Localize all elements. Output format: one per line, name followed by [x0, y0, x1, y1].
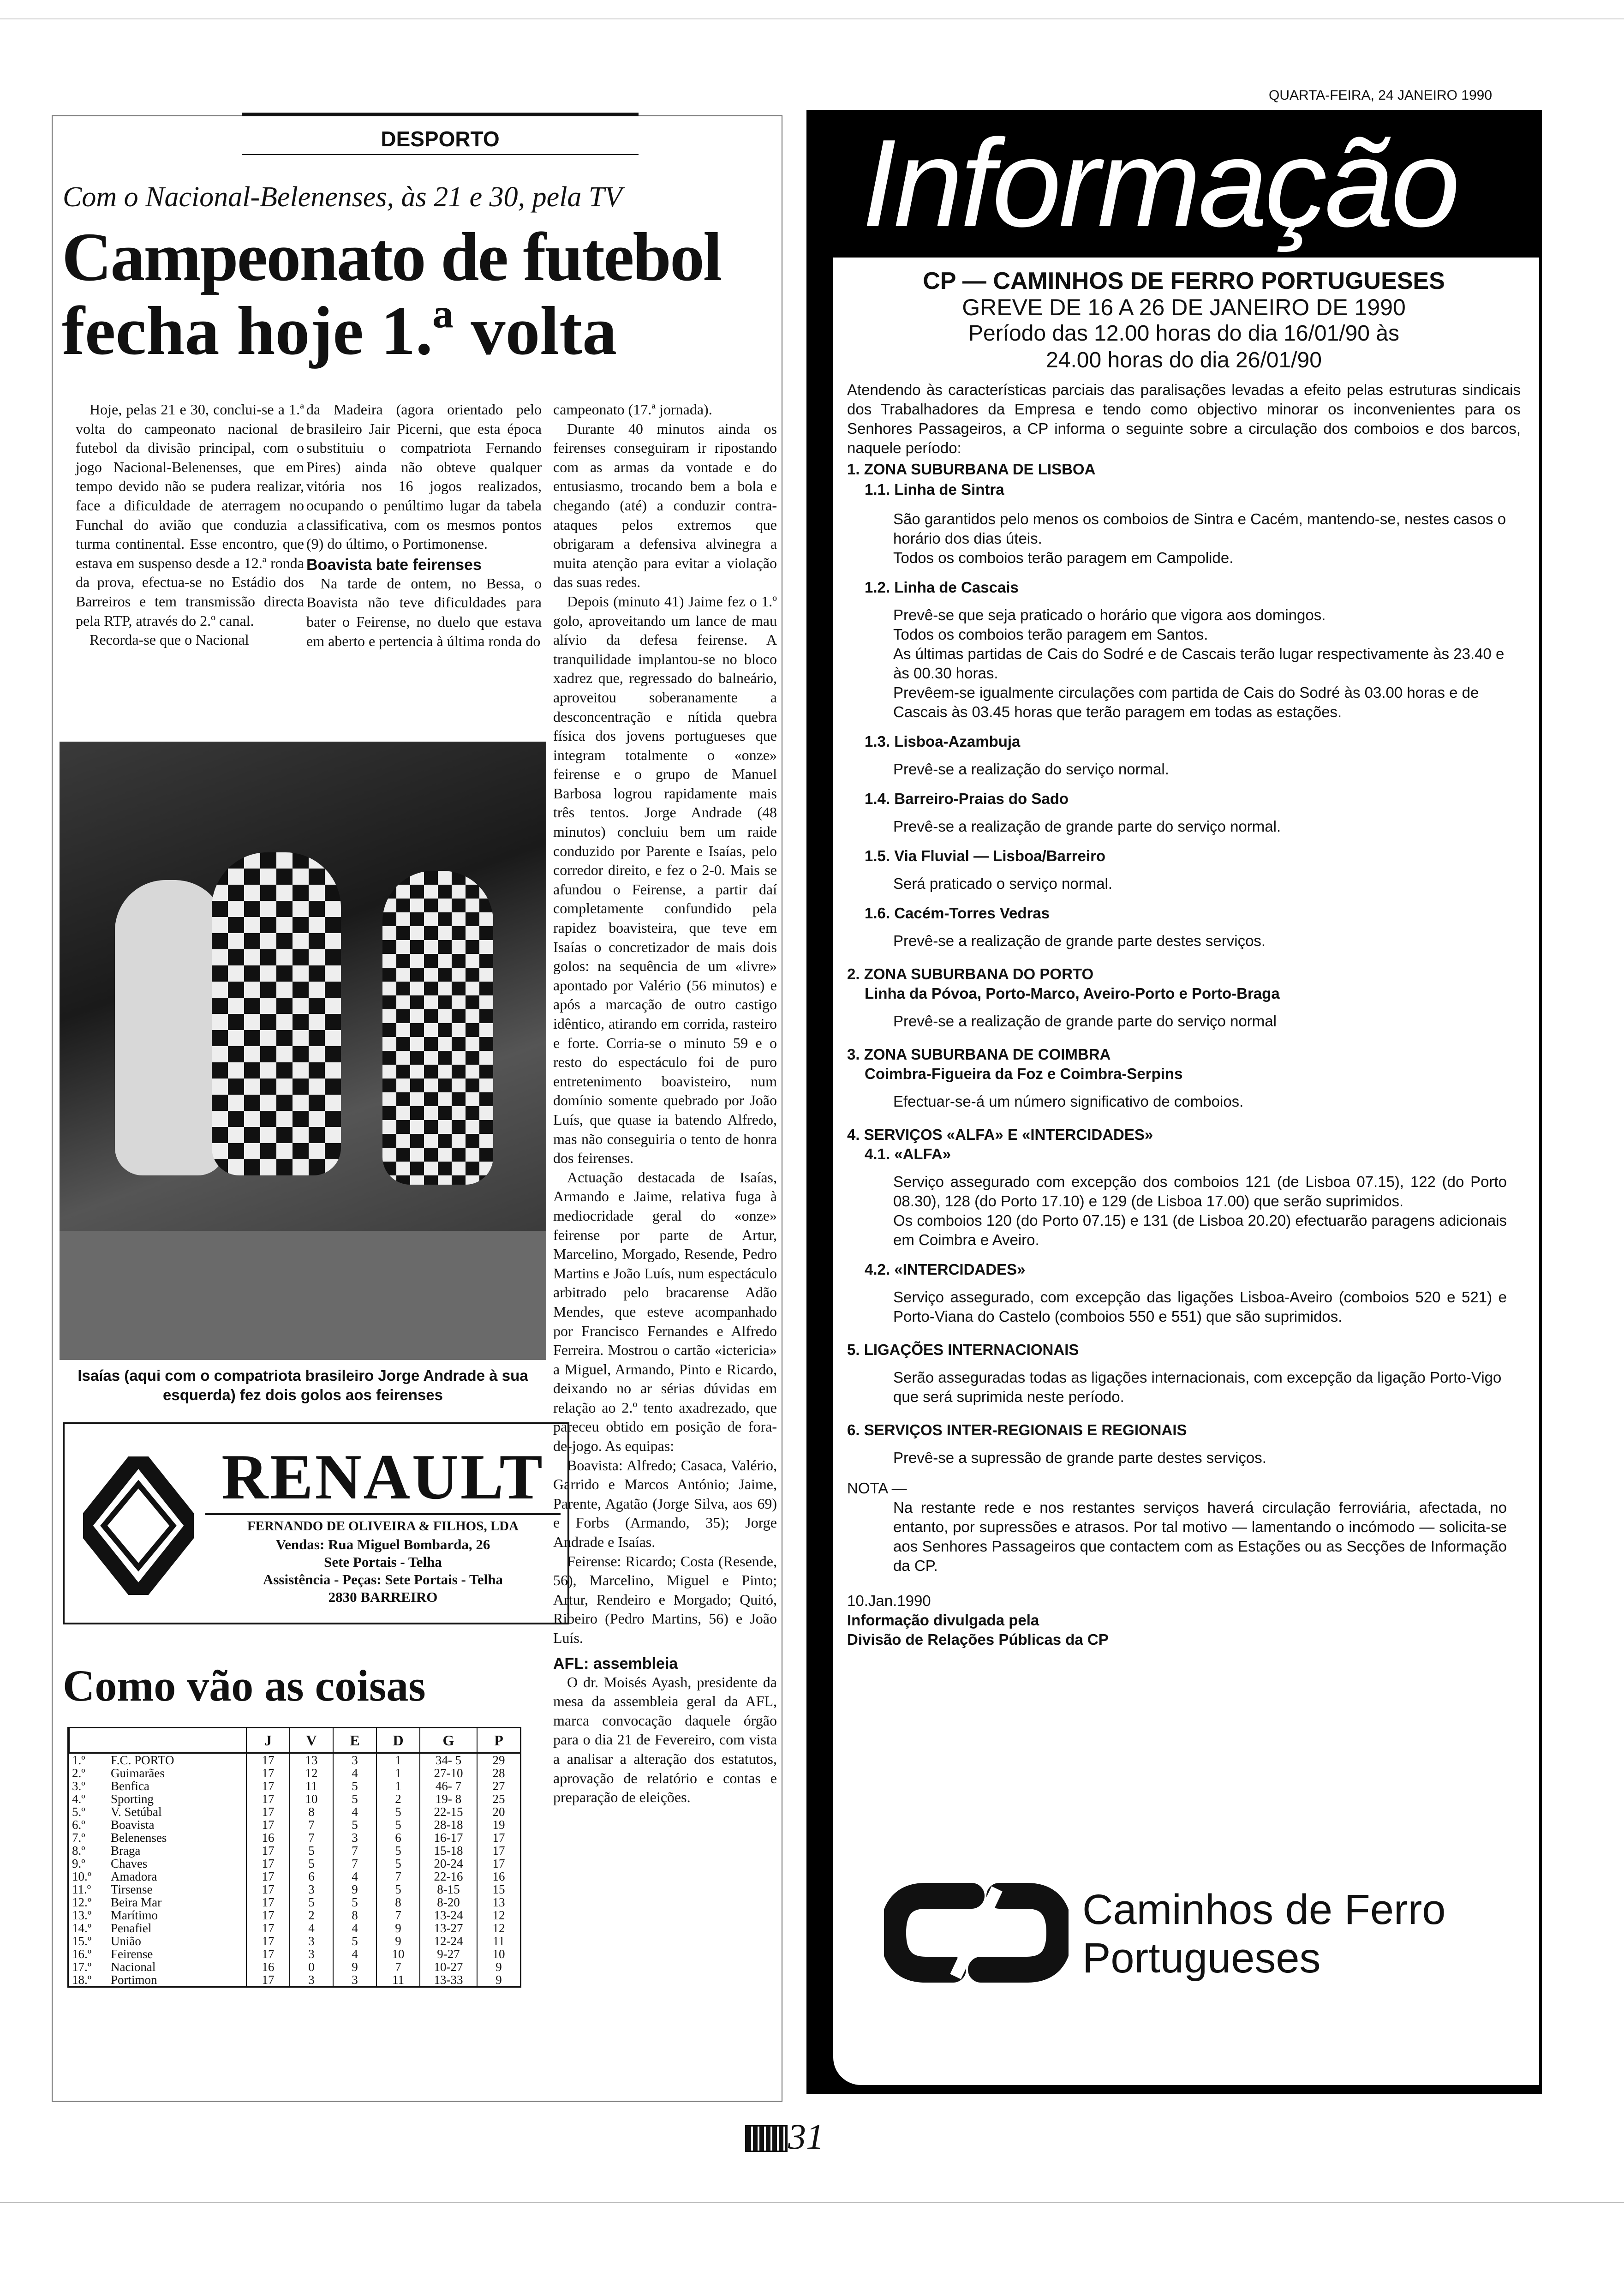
stat-cell: 3: [290, 1947, 333, 1960]
position-cell: 18.º: [72, 1973, 92, 1987]
paragraph: Na tarde de ontem, no Bessa, o Boavista não teve dificuldades para bater o Feirense, no duelo que estava em aberto e pertencia à última ronda do: [306, 575, 542, 649]
intro-text: Atendendo às características parciais das paralisações levadas a efeito pelas estruturas sindicais dos Trabalhadores da Empresa e tendo como objectivo minorar os inconvenientes para os Senhores Passageiros, a CP informa o seguinte sobre a circulação dos comboios e dos barcos, naquele período:: [847, 381, 1521, 456]
position-cell: 12.º: [72, 1895, 92, 1909]
section-label: DESPORTO: [381, 127, 500, 151]
subsection-heading: 1.2. Linha de Cascais: [865, 579, 1019, 596]
stat-cell: 17: [477, 1831, 520, 1844]
period-line: 24.00 horas do dia 26/01/90: [1046, 348, 1322, 372]
stat-cell: 5: [376, 1805, 420, 1818]
stat-cell: 7: [290, 1831, 333, 1844]
note-text: Na restante rede e nos restantes serviços haverá circulação ferroviária, afectada, no entanto, por supressões e atrasos. Por tal motivo — lamentando o incómodo — solicita-se aos Senhores Passageiros que contactem com as Estações ou as Secções de Informação da CP.: [893, 1499, 1507, 1574]
notice-paragraph: Serviço assegurado, com excepção das ligações Lisboa-Aveiro (comboios 520 e 521) e Porto-Viana do Castelo (comboios 550 e 551) que são suprimidos.: [893, 1288, 1507, 1325]
stat-cell: 15-18: [420, 1844, 477, 1857]
stat-cell: 8: [376, 1896, 420, 1909]
notice-footer: Divisão de Relações Públicas da CP: [847, 1631, 1109, 1648]
team-cell: Penafiel: [110, 1921, 152, 1935]
stat-cell: 7: [333, 1844, 376, 1857]
notice-paragraph: Serviço assegurado com excepção dos comboios 121 (de Lisboa 07.15), 122 (do Porto 08.30), 128 (do Porto 17.10) e 129 (de Lisboa 17.00) que serão suprimidos.: [893, 1173, 1507, 1210]
team-cell: Braga: [110, 1844, 141, 1858]
team-cell: Nacional: [110, 1960, 156, 1974]
table-row: [69, 1896, 520, 1909]
paragraph: Actuação destacada de Isaías, Armando e Jaime, relativa fuga à mediocridade geral do «onze» feirense por parte de Artur, Marcelino, Morgado, Resende, Pedro Martins e João Luís, num espectáculo arbitrado pelo bracarense Adão Mendes, que esteve acompanhado por Francisco Fernandes e Alfredo Ferreira. Mostrou o cartão «ictericia» a Miguel, Armando, Pinto e Ricardo, deixando no ar sérias dúvidas em relação ao 2.º tento axadrezado, que pareceu obtido em posição de fora-de-jogo. As equipas:: [553, 1168, 777, 1455]
standings-table: [69, 1728, 520, 1986]
cp-notice: [806, 110, 1542, 2094]
stat-cell: 17: [246, 1870, 290, 1883]
stat-cell: 4: [333, 1767, 376, 1780]
notice-paragraph: Será praticado o serviço normal.: [893, 875, 1113, 892]
subheading: AFL: assembleia: [553, 1654, 678, 1672]
team-cell: Benfica: [110, 1779, 149, 1793]
ad-divider: [205, 1513, 561, 1515]
position-cell: 5.º: [72, 1805, 85, 1819]
page-number: 31: [788, 2116, 824, 2157]
stat-cell: 28-18: [420, 1818, 477, 1831]
subheading: Boavista bate feirenses: [306, 556, 482, 574]
stat-cell: 9-27: [420, 1947, 477, 1960]
stat-cell: 11: [290, 1780, 333, 1792]
table-row: [69, 1831, 520, 1844]
article-column-1: [76, 400, 304, 650]
stat-cell: 8-15: [420, 1883, 477, 1896]
stat-cell: 16: [246, 1960, 290, 1973]
header-e: E: [333, 1728, 376, 1753]
company-heading: CP — CAMINHOS DE FERRO PORTUGUESES: [923, 268, 1445, 294]
stat-cell: 10: [477, 1947, 520, 1960]
stat-cell: 9: [376, 1935, 420, 1947]
subsection-heading: Coimbra-Figueira da Foz e Coimbra-Serpins: [865, 1065, 1183, 1082]
article-column-2: [306, 400, 542, 651]
section-bar: [242, 113, 639, 116]
paragraph: O dr. Moisés Ayash, presidente da mesa da assembleia geral da AFL, marca convocação daquele órgão para o dia 21 de Fevereiro, com vista a analisar a alteração dos estatutos, aprovação de relatório e contas e preparação de eleições.: [553, 1673, 777, 1806]
header-d: D: [376, 1728, 420, 1753]
match-photo: [60, 742, 546, 1360]
stat-cell: 34- 5: [420, 1753, 477, 1767]
notice-paragraph: Prevê-se a realização do serviço normal.: [893, 761, 1169, 778]
section-heading: 3. ZONA SUBURBANA DE COIMBRA: [847, 1046, 1111, 1063]
stat-cell: 13: [290, 1753, 333, 1767]
stat-cell: 3: [333, 1831, 376, 1844]
stat-cell: 20: [477, 1805, 520, 1818]
stat-cell: 17: [246, 1792, 290, 1805]
paragraph: Durante 40 minutos ainda os feirenses conseguiram ir ripostando com as armas da vontade e do entusiasmo, trocando bem a bola e chegando (até) a conduzir contra-ataques pelos extremos que obrigaram a defensiva alvinegra a muita atenção para evitar a violação das suas redes.: [553, 420, 777, 591]
position-cell: 13.º: [72, 1908, 92, 1922]
stat-cell: 17: [246, 1883, 290, 1896]
page-bottom-rule: [0, 2202, 1624, 2203]
note-label: NOTA —: [847, 1480, 907, 1497]
stat-cell: 11: [376, 1973, 420, 1986]
stat-cell: 17: [246, 1818, 290, 1831]
team-cell: Beira Mar: [110, 1895, 162, 1909]
stat-cell: 17: [246, 1896, 290, 1909]
stat-cell: 17: [246, 1922, 290, 1935]
renault-brand: RENAULT: [221, 1441, 544, 1513]
stat-cell: 17: [246, 1753, 290, 1767]
notice-paragraph: Todos os comboios terão paragem em Campolide.: [893, 549, 1234, 566]
stat-cell: 12: [477, 1922, 520, 1935]
stat-cell: 17: [246, 1805, 290, 1818]
section-heading: 6. SERVIÇOS INTER-REGIONAIS E REGIONAIS: [847, 1421, 1187, 1438]
team-cell: F.C. PORTO: [110, 1753, 174, 1767]
table-row: [69, 1960, 520, 1973]
stat-cell: 16: [246, 1831, 290, 1844]
article-column-3: [553, 400, 777, 1807]
notice-paragraph: Prevêem-se igualmente circulações com partida de Cais do Sodré às 03.00 horas e de Cascais às 03.45 horas que terão paragem em todas as estações.: [893, 684, 1479, 720]
stat-cell: 13-27: [420, 1922, 477, 1935]
stat-cell: 17: [246, 1909, 290, 1922]
cp-logo-line1: Caminhos de Ferro: [1082, 1886, 1446, 1933]
stat-cell: 13-33: [420, 1973, 477, 1986]
stat-cell: 19: [477, 1818, 520, 1831]
team-cell: V. Setúbal: [110, 1805, 162, 1819]
subsection-heading: 1.1. Linha de Sintra: [865, 481, 1004, 498]
subsection-heading: 1.5. Via Fluvial — Lisboa/Barreiro: [865, 847, 1106, 864]
stat-cell: 46- 7: [420, 1780, 477, 1792]
section-heading: 1. ZONA SUBURBANA DE LISBOA: [847, 461, 1096, 478]
notice-paragraph: Todos os comboios terão paragem em Santos.: [893, 626, 1208, 643]
table-row: [69, 1780, 520, 1792]
paragraph: Hoje, pelas 21 e 30, conclui-se a 1.ª volta do campeonato nacional de futebol da divisão principal, com o jogo Nacional-Belenenses, que em tempo devido não se pudera realizar, face a dificuldade de aterragem no Funchal do avião que conduzia a turma continental. Esse encontro, que estava em suspenso desde a 12.ª ronda da prova, efectua-se no Estádio dos Barreiros e tem transmissão directa pela RTP, através do 2.º canal.: [76, 401, 304, 629]
stat-cell: 5: [333, 1780, 376, 1792]
stat-cell: 8: [333, 1909, 376, 1922]
stat-cell: 17: [246, 1947, 290, 1960]
publication-logo-icon: [745, 2125, 788, 2152]
stat-cell: 16: [477, 1870, 520, 1883]
stat-cell: 20-24: [420, 1857, 477, 1870]
team-cell: Amadora: [110, 1870, 157, 1883]
table-row: [69, 1805, 520, 1818]
stat-cell: 4: [333, 1870, 376, 1883]
notice-paragraph: Serão asseguradas todas as ligações internacionais, com excepção da ligação Porto-Vigo que será suprimida neste período.: [893, 1369, 1502, 1405]
stat-cell: 5: [333, 1935, 376, 1947]
notice-paragraph: Prevê-se a realização de grande parte do serviço normal.: [893, 818, 1281, 835]
cp-logo-line2: Portugueses: [1082, 1935, 1321, 1982]
stat-cell: 7: [290, 1818, 333, 1831]
position-cell: 11.º: [72, 1882, 91, 1896]
stat-cell: 4: [333, 1947, 376, 1960]
banner-title: Informação: [862, 114, 1457, 253]
stat-cell: 9: [376, 1922, 420, 1935]
team-cell: Tirsense: [110, 1882, 153, 1896]
stat-cell: 12: [477, 1909, 520, 1922]
position-cell: 3.º: [72, 1779, 85, 1793]
stat-cell: 12: [290, 1767, 333, 1780]
stat-cell: 17: [246, 1973, 290, 1986]
stat-cell: 17: [246, 1844, 290, 1857]
dateline: QUARTA-FEIRA, 24 JANEIRO 1990: [1269, 88, 1493, 103]
table-row: [69, 1922, 520, 1935]
stat-cell: 0: [290, 1960, 333, 1973]
notice-body: [833, 258, 1539, 2085]
notice-paragraph: As últimas partidas de Cais do Sodré e de Cascais terão lugar respectivamente às 23.40 e às 00.30 horas.: [893, 645, 1505, 682]
stat-cell: 12-24: [420, 1935, 477, 1947]
table-row: [69, 1947, 520, 1960]
stat-cell: 9: [333, 1960, 376, 1973]
stat-cell: 3: [333, 1753, 376, 1767]
stat-cell: 4: [290, 1922, 333, 1935]
stat-cell: 25: [477, 1792, 520, 1805]
notice-paragraph: Prevê-se a realização de grande parte destes serviços.: [893, 932, 1266, 949]
position-cell: 6.º: [72, 1818, 85, 1832]
notice-text: [847, 268, 1521, 1649]
stat-cell: 10-27: [420, 1960, 477, 1973]
notice-paragraph: Os comboios 120 (do Porto 07.15) e 131 (de Lisboa 20.20) efectuarão paragens adicionais em Coimbra e Aveiro.: [893, 1212, 1507, 1248]
stat-cell: 27-10: [420, 1767, 477, 1780]
table-row: [69, 1767, 520, 1780]
stat-cell: 22-15: [420, 1805, 477, 1818]
standings-title: Como vão as coisas: [63, 1661, 426, 1710]
header-team: [69, 1728, 246, 1753]
stat-cell: 5: [376, 1857, 420, 1870]
team-cell: Boavista: [110, 1818, 155, 1832]
subsection-heading: 1.6. Cacém-Torres Vedras: [865, 905, 1050, 922]
paragraph: Depois (minuto 41) Jaime fez o 1.º golo, aproveitando um lance de mau alívio da defesa feirense. A tranquilidade implantou-se no bloco xadrez que, regressado do balneário, aproveitou soberanamente a desconcentração e nítida quebra física dos jovens portugueses que integram totalmente o «onze» feirense e o grupo de Manuel Barbosa logrou rapidamente mais três tentos. Jorge Andrade (48 minutos) concluiu bem um raide conduzido por Parente e Isaías, pelo corredor direito, e fez o 2-0. Mais se afundou o Feirense, a partir daí completamente confundido pela rapidez boavisteira, que teve em Isaías o concretizador de mais dois golos: na sequência de um «livre» apontado por Valério (56 minutos) e após a marcação de outro castigo idêntico, atirando em corrida, rasteiro e forte. Corria-se o minuto 59 e o resto do espectáculo foi de puro entretenimento boavisteiro, num domínio somente quebrado por João Luís, que quase ia batendo Alfredo, mas não conseguiria o tento de honra dos feirenses.: [553, 593, 777, 1167]
team-cell: Guimarães: [110, 1766, 165, 1780]
table-row: [69, 1844, 520, 1857]
position-cell: 17.º: [72, 1960, 92, 1974]
stat-cell: 3: [290, 1883, 333, 1896]
subsection-heading: 4.1. «ALFA»: [865, 1145, 951, 1162]
stat-cell: 5: [333, 1896, 376, 1909]
stat-cell: 27: [477, 1780, 520, 1792]
photo-caption: Isaías (aqui com o compatriota brasileiro Jorge Andrade à sua esquerda) fez dois golos aos feirenses: [78, 1367, 528, 1403]
position-cell: 2.º: [72, 1766, 85, 1780]
team-cell: União: [110, 1934, 141, 1948]
ad-dealer: FERNANDO DE OLIVEIRA & FILHOS, LDA: [247, 1519, 519, 1534]
paragraph: Recorda-se que o Nacional: [90, 631, 249, 648]
cp-logo-icon: [884, 1882, 1069, 1983]
stat-cell: 9: [333, 1883, 376, 1896]
stat-cell: 7: [376, 1960, 420, 1973]
header-j: J: [246, 1728, 290, 1753]
subsection-heading: 1.4. Barreiro-Praias do Sado: [865, 790, 1069, 807]
stat-cell: 9: [477, 1960, 520, 1973]
stat-cell: 6: [376, 1831, 420, 1844]
team-cell: Sporting: [110, 1792, 154, 1806]
stat-cell: 1: [376, 1753, 420, 1767]
notice-paragraph: São garantidos pelo menos os comboios de Sintra e Cacém, mantendo-se, nestes casos o horário dos dias úteis.: [893, 510, 1506, 547]
header-p: P: [477, 1728, 520, 1753]
section-heading: 5. LIGAÇÕES INTERNACIONAIS: [847, 1341, 1079, 1358]
stat-cell: 17: [477, 1844, 520, 1857]
player-silhouette: [212, 852, 341, 1175]
position-cell: 16.º: [72, 1947, 92, 1961]
header-g: G: [420, 1728, 477, 1753]
paragraph: da Madeira (agora orientado pelo brasileiro Jair Picerni, que esta época substituiu o compatriota Fernando Pires) ainda não obteve qualquer vitória nos 16 jogos realizados, ocupando o penúltimo lugar da tabela classificativa, com os mesmos pontos (9) do último, o Portimonense.: [306, 401, 542, 552]
position-cell: 4.º: [72, 1792, 85, 1806]
team-cell: Portimon: [110, 1973, 157, 1987]
table-row: [69, 1818, 520, 1831]
stat-cell: 16-17: [420, 1831, 477, 1844]
team-cell: Chaves: [110, 1857, 148, 1870]
stat-cell: 15: [477, 1883, 520, 1896]
stat-cell: 5: [290, 1896, 333, 1909]
player-silhouette: [382, 871, 493, 1185]
notice-paragraph: Prevê-se que seja praticado o horário que vigora aos domingos.: [893, 606, 1326, 623]
position-cell: 7.º: [72, 1831, 85, 1845]
position-cell: 8.º: [72, 1844, 85, 1858]
stat-cell: 9: [477, 1973, 520, 1986]
position-cell: 10.º: [72, 1870, 92, 1883]
stat-cell: 5: [290, 1844, 333, 1857]
stat-cell: 6: [290, 1870, 333, 1883]
stat-cell: 19- 8: [420, 1792, 477, 1805]
stat-cell: 10: [376, 1947, 420, 1960]
table-row: [69, 1883, 520, 1896]
notice-footer: Informação divulgada pela: [847, 1612, 1039, 1629]
ad-line: Sete Portais - Telha: [324, 1554, 442, 1570]
headline-line-1: Campeonato de futebol: [62, 219, 721, 295]
stat-cell: 28: [477, 1767, 520, 1780]
stat-cell: 2: [290, 1909, 333, 1922]
section-underline: [242, 154, 639, 155]
stat-cell: 3: [290, 1935, 333, 1947]
stat-cell: 1: [376, 1767, 420, 1780]
stat-cell: 5: [376, 1844, 420, 1857]
table-row: [69, 1792, 520, 1805]
stat-cell: 17: [246, 1935, 290, 1947]
position-cell: 1.º: [72, 1753, 85, 1767]
page-top-rule: [0, 18, 1624, 19]
notice-paragraph: Efectuar-se-á um número significativo de comboios.: [893, 1093, 1244, 1110]
stat-cell: 17: [246, 1857, 290, 1870]
strike-heading: GREVE DE 16 A 26 DE JANEIRO DE 1990: [962, 294, 1406, 320]
table-row: [69, 1973, 520, 1986]
notice-paragraph: Prevê-se a supressão de grande parte destes serviços.: [893, 1449, 1266, 1466]
stat-cell: 13: [477, 1896, 520, 1909]
player-silhouette: [115, 880, 226, 1175]
position-cell: 14.º: [72, 1921, 92, 1935]
table-row: [69, 1857, 520, 1870]
stat-cell: 17: [477, 1857, 520, 1870]
headline-line-2: fecha hoje 1.ª volta: [62, 293, 617, 369]
subsection-heading: 1.3. Lisboa-Azambuja: [865, 733, 1021, 750]
team-cell: Marítimo: [110, 1908, 158, 1922]
stat-cell: 13-24: [420, 1909, 477, 1922]
paragraph: campeonato (17.ª jornada).: [553, 401, 712, 418]
stat-cell: 11: [477, 1935, 520, 1947]
stat-cell: 7: [376, 1909, 420, 1922]
pitch-ground: [60, 1231, 546, 1360]
table-row: [69, 1909, 520, 1922]
stat-cell: 5: [290, 1857, 333, 1870]
kicker: Com o Nacional-Belenenses, às 21 e 30, pela TV: [63, 181, 622, 213]
notice-date: 10.Jan.1990: [847, 1592, 931, 1609]
ad-line: 2830 BARREIRO: [328, 1589, 438, 1605]
renault-logo-icon: [83, 1456, 194, 1595]
sports-section: [52, 115, 782, 2102]
stat-cell: 17: [246, 1780, 290, 1792]
renault-ad: [63, 1422, 569, 1624]
stat-cell: 22-16: [420, 1870, 477, 1883]
stat-cell: 5: [376, 1883, 420, 1896]
paragraph: Feirense: Ricardo; Costa (Resende, 56), Marcelino, Miguel e Pinto; Artur, Rendeiro e Morgado; Quitó, Ribeiro (Pedro Martins, 56) e João Luís.: [553, 1552, 777, 1646]
stat-cell: 10: [290, 1792, 333, 1805]
stat-cell: 7: [333, 1857, 376, 1870]
section-heading: 4. SERVIÇOS «ALFA» E «INTERCIDADES»: [847, 1126, 1153, 1143]
table-row: [69, 1935, 520, 1947]
stat-cell: 5: [333, 1792, 376, 1805]
stat-cell: 8-20: [420, 1896, 477, 1909]
table-row: [69, 1753, 520, 1767]
stat-cell: 2: [376, 1792, 420, 1805]
stat-cell: 17: [246, 1767, 290, 1780]
section-heading: 2. ZONA SUBURBANA DO PORTO: [847, 965, 1094, 983]
standings-table-wrap: [67, 1727, 521, 1988]
header-v: V: [290, 1728, 333, 1753]
stat-cell: 5: [376, 1818, 420, 1831]
team-cell: Belenenses: [110, 1831, 167, 1845]
subsection-heading: Linha da Póvoa, Porto-Marco, Aveiro-Porto e Porto-Braga: [865, 985, 1280, 1002]
stat-cell: 4: [333, 1922, 376, 1935]
subsection-heading: 4.2. «INTERCIDADES»: [865, 1261, 1026, 1278]
stat-cell: 3: [333, 1973, 376, 1986]
stat-cell: 4: [333, 1805, 376, 1818]
stat-cell: 29: [477, 1753, 520, 1767]
stat-cell: 8: [290, 1805, 333, 1818]
stat-cell: 7: [376, 1870, 420, 1883]
stat-cell: 3: [290, 1973, 333, 1986]
team-cell: Feirense: [110, 1947, 153, 1961]
position-cell: 15.º: [72, 1934, 92, 1948]
stat-cell: 1: [376, 1780, 420, 1792]
position-cell: 9.º: [72, 1857, 85, 1870]
stat-cell: 5: [333, 1818, 376, 1831]
ad-line: Vendas: Rua Miguel Bombarda, 26: [275, 1536, 490, 1552]
notice-paragraph: Prevê-se a realização de grande parte do serviço normal: [893, 1013, 1277, 1030]
ad-line: Assistência - Peças: Sete Portais - Telha: [263, 1571, 503, 1588]
period-line: Período das 12.00 horas do dia 16/01/90 às: [968, 321, 1400, 346]
table-row: [69, 1870, 520, 1883]
paragraph: Boavista: Alfredo; Casaca, Valério, Garrido e Marcos António; Jaime, Parente, Agatão (Jorge Silva, aos 69) e Forbs (Armando, 35); Jorge Andrade e Isaías.: [553, 1456, 777, 1551]
